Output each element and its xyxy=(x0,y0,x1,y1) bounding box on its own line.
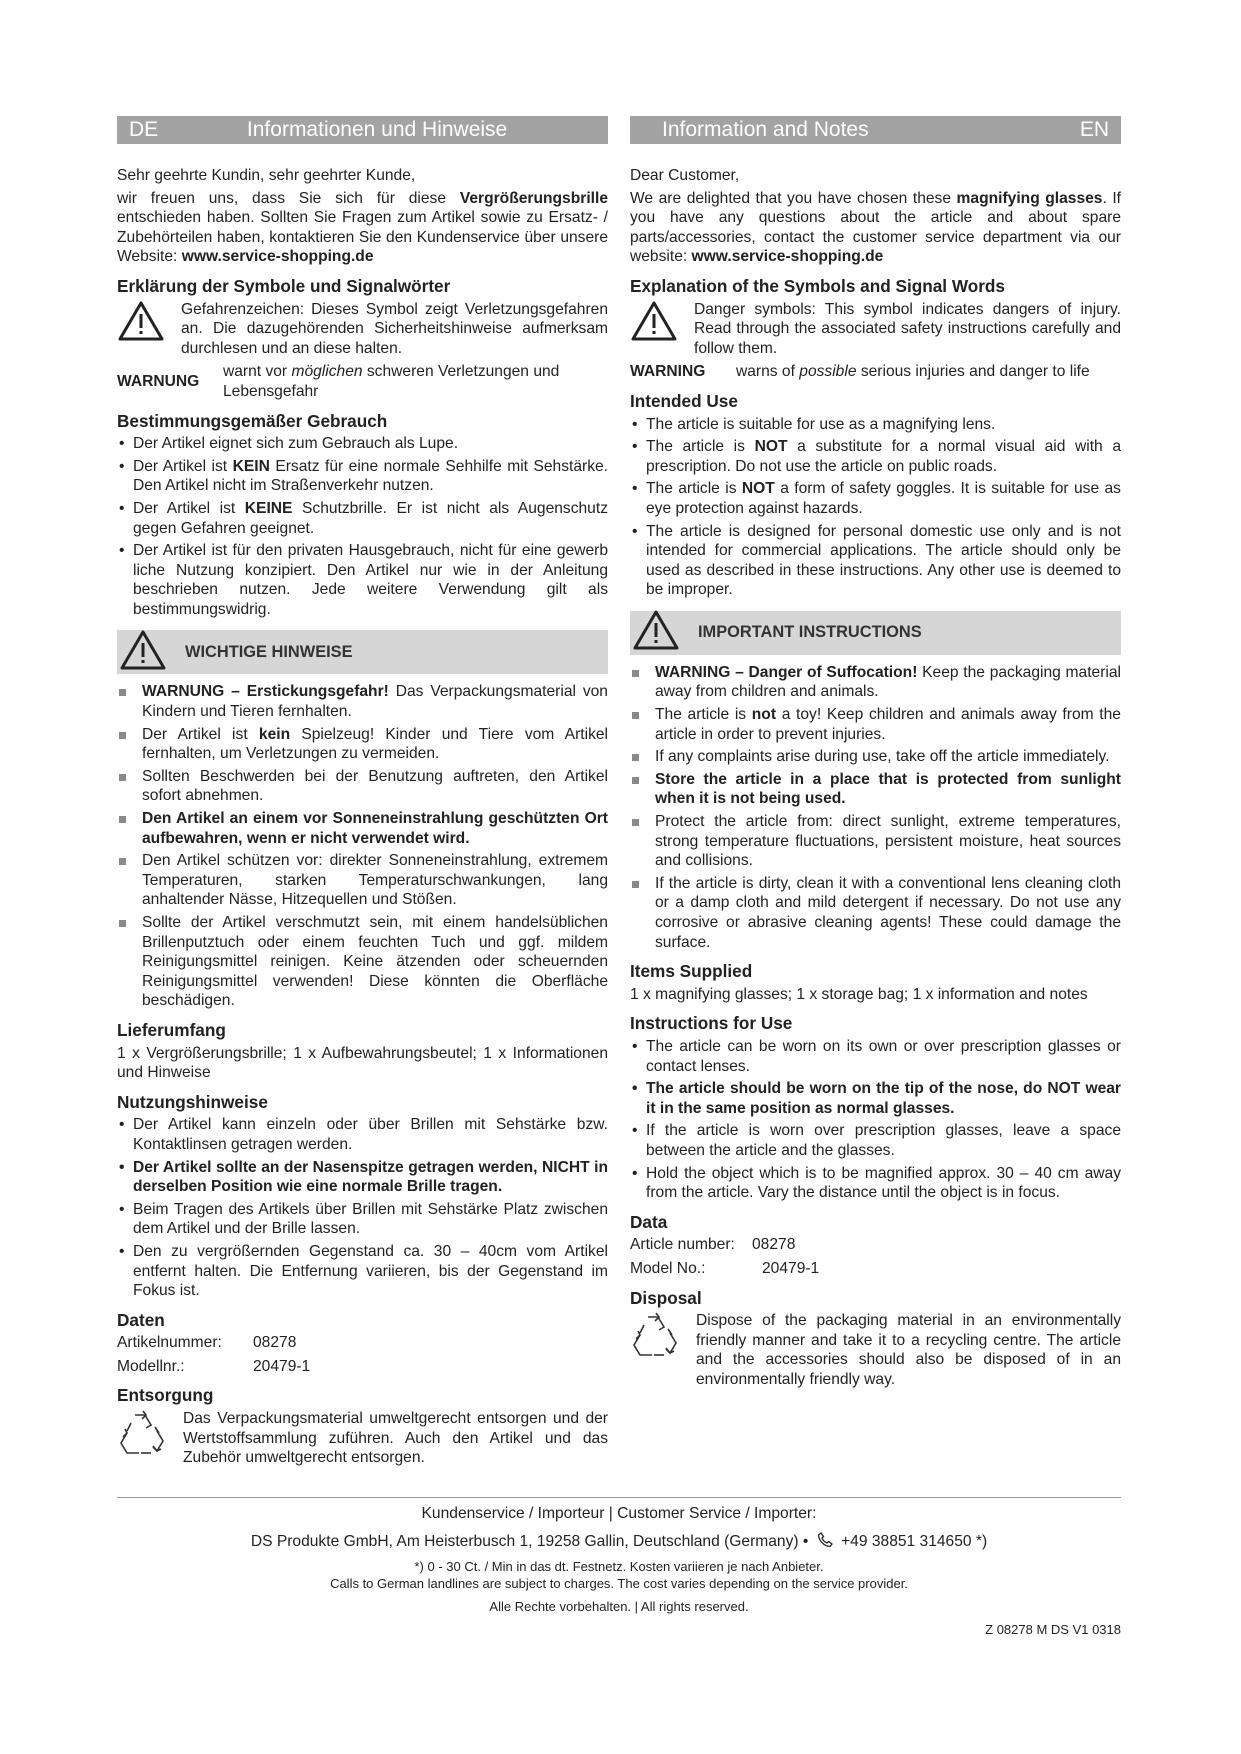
document-code: Z 08278 M DS V1 0318 xyxy=(985,1622,1121,1637)
warning-triangle-icon xyxy=(632,609,680,657)
service-line: Kundenservice / Importeur | Customer Service / Importer: xyxy=(421,1505,817,1522)
list-item: • The article is NOT a substitute for a normal visual aid with a prescription. Do not use the article on public roads. xyxy=(630,437,1121,476)
list-item: • Der Artikel ist für den privaten Hausgebrauch, nicht für eine gewerb liche Nutzung konzipiert. Den Artikel nur wie in der Anleitung beschrieben nutzen. Jede weitere Verwendung gilt als bestimmungswidrig. xyxy=(117,541,608,619)
supplied-text: 1 x magnifying glasses; 1 x storage bag; 1 x information and notes xyxy=(630,985,1088,1003)
article-number-label: Article number: xyxy=(630,1236,735,1254)
list-item: • The article is suitable for use as a magnifying lens. xyxy=(630,415,1121,435)
address: DS Produkte GmbH, Am Heisterbusch 1, 19258 Gallin, Deutschland (Germany) • xyxy=(250,1533,809,1550)
header-bar-de xyxy=(117,116,608,144)
greeting: Dear Customer, xyxy=(630,167,740,184)
important-title: WICHTIGE HINWEISE xyxy=(185,642,353,661)
lang-code-de: DE xyxy=(129,118,159,141)
list-item: • The article should be worn on the tip of the nose, do NOT wear it in the same position as normal glasses. xyxy=(630,1079,1121,1118)
list-item: Den Artikel schützen vor: direkter Sonneneinstrahlung, extremem Temperaturen, starken Temperaturschwankungen, lang anhaltender Nässe, Hitzequellen und Stößen. xyxy=(117,851,608,910)
disposal-row xyxy=(630,1311,1121,1389)
list-item: • Der Artikel eignet sich zum Gebrauch als Lupe. xyxy=(117,434,608,454)
model-number-row xyxy=(630,1259,1121,1279)
intro-paragraph: wir freuen uns, dass Sie sich für diese Vergrößerungsbrille entschieden haben. Sollten Sie Fragen zum Artikel sowie zu Ersatz- / Zubehörteilen haben, kontaktieren Sie den Kundenservice über unsere Website: www.service-shopping.de xyxy=(117,189,608,266)
list-item: WARNUNG – Erstickungsgefahr! Das Verpackungsmaterial von Kindern und Tieren fernhalten. xyxy=(117,682,608,721)
list-item: Protect the article from: direct sunlight, extreme temperatures, strong temperature fluctuations, persistent moisture, heat sources and collisions. xyxy=(630,812,1121,871)
usage-heading: Instructions for Use xyxy=(630,1013,793,1034)
list-item: • Der Artikel kann einzeln oder über Brillen mit Sehstärke bzw. Kontaktlinsen getragen werden. xyxy=(117,1115,608,1154)
usage-list xyxy=(630,1037,1121,1203)
data-heading: Daten xyxy=(117,1309,165,1330)
signal-description: warns of possible serious injuries and danger to life xyxy=(736,363,1090,381)
intro-paragraph: We are delighted that you have chosen these magnifying glasses. If you have any questions about the article and about spare parts/accessories, contact the customer service department via our website: www.service-shopping.de xyxy=(630,189,1121,266)
important-list xyxy=(117,682,608,1011)
model-number-row xyxy=(117,1357,608,1377)
danger-text: Gefahrenzeichen: Dieses Symbol zeigt Verletzungsgefahren an. Die dazugehörenden Sicherheitshinweise aufmerksam durchlesen und an diese halten. xyxy=(181,300,608,357)
model-number-label: Modellnr.: xyxy=(117,1357,185,1375)
column-de xyxy=(117,116,608,1468)
signal-word-row xyxy=(117,362,608,401)
footer xyxy=(117,1497,1121,1637)
symbols-heading: Erklärung der Symbole und Signalwörter xyxy=(117,275,451,296)
signal-word-row xyxy=(630,362,1121,382)
danger-symbol-row xyxy=(117,300,608,359)
recycling-icon xyxy=(630,1311,684,1389)
article-number-row xyxy=(117,1333,608,1353)
signal-word: WARNUNG xyxy=(117,373,200,391)
list-item: Sollten Beschwerden bei der Benutzung auftreten, den Artikel sofort abnehmen. xyxy=(117,767,608,806)
list-item: The article is not a toy! Keep children and animals away from the article in order to prevent injuries. xyxy=(630,705,1121,744)
cost-note-de: *) 0 - 30 Ct. / Min in das dt. Festnetz. Kosten variieren je nach Anbieter. xyxy=(414,1559,824,1574)
address-line xyxy=(117,1532,1121,1553)
list-item: Store the article in a place that is protected from sunlight when it is not being used. xyxy=(630,770,1121,809)
recycling-icon xyxy=(117,1409,171,1468)
important-title: IMPORTANT INSTRUCTIONS xyxy=(698,623,922,642)
symbols-heading: Explanation of the Symbols and Signal Words xyxy=(630,275,1005,296)
list-item: If the article is dirty, clean it with a conventional lens cleaning cloth or a damp cloth and mild detergent if necessary. Do not use any corrosive or abrasive cleaning agents! These could damage the surface. xyxy=(630,874,1121,952)
list-item: If any complaints arise during use, take off the article immediately. xyxy=(630,747,1121,767)
usage-heading: Nutzungshinweise xyxy=(117,1091,268,1112)
list-item: Der Artikel ist kein Spielzeug! Kinder und Tiere vom Artikel fernhalten, um Verletzungen zu vermeiden. xyxy=(117,725,608,764)
supplied-text: 1 x Vergrößerungsbrille; 1 x Aufbewahrungsbeutel; 1 x Informationen und Hinweise xyxy=(117,1044,608,1082)
model-number-label: Model No.: xyxy=(630,1259,706,1277)
list-item: • Den zu vergrößernden Gegenstand ca. 30 – 40cm vom Artikel entfernt halten. Die Entfernung variieren, bis der Gegenstand im Fokus ist. xyxy=(117,1242,608,1301)
disposal-text: Dispose of the packaging material in an environmentally friendly manner and take it to a recycling centre. The article and the accessories should also be disposed of in an environmentally friendly way. xyxy=(696,1312,1121,1388)
intended-use-list xyxy=(117,434,608,619)
lang-code-en: EN xyxy=(1079,118,1109,141)
disposal-text: Das Verpackungsmaterial umweltgerecht entsorgen und der Wertstoffsammlung zuführen. Auch den Artikel und das Zubehör umweltgerecht entsorgen. xyxy=(183,1410,608,1467)
list-item: • Der Artikel ist KEINE Schutzbrille. Er ist nicht als Augenschutz gegen Gefahren geeignet. xyxy=(117,499,608,538)
list-item: • The article is designed for personal domestic use only and is not intended for commercial applications. The article should only be used as described in these instructions. Any other use is deemed to be improper. xyxy=(630,522,1121,600)
usage-list xyxy=(117,1115,608,1300)
intended-use-heading: Intended Use xyxy=(630,390,738,411)
danger-text: Danger symbols: This symbol indicates dangers of injury. Read through the associated safety instructions carefully and follow them. xyxy=(694,300,1121,357)
list-item: • Hold the object which is to be magnified approx. 30 – 40 cm away from the article. Vary the distance until the object is in focus. xyxy=(630,1164,1121,1203)
article-number-value: 08278 xyxy=(752,1236,796,1254)
header-bar-en xyxy=(630,116,1121,144)
warning-triangle-icon xyxy=(630,300,684,348)
disposal-heading: Disposal xyxy=(630,1287,702,1308)
warning-triangle-icon xyxy=(117,300,171,348)
model-number-value: 20479-1 xyxy=(253,1357,311,1375)
list-item: • If the article is worn over prescription glasses, leave a space between the article and the glasses. xyxy=(630,1121,1121,1160)
important-list xyxy=(630,663,1121,952)
intended-use-heading: Bestimmungsgemäßer Gebrauch xyxy=(117,410,388,431)
signal-word: WARNING xyxy=(630,363,706,381)
list-item: • Der Artikel ist KEIN Ersatz für eine normale Sehhilfe mit Sehstärke. Den Artikel nicht im Straßenverkehr nutzen. xyxy=(117,457,608,496)
cost-note-en: Calls to German landlines are subject to charges. The cost varies depending on the service provider. xyxy=(330,1576,908,1591)
important-banner xyxy=(117,630,608,674)
list-item: • The article is NOT a form of safety goggles. It is suitable for use as eye protection against hazards. xyxy=(630,479,1121,518)
list-item: WARNING – Danger of Suffocation! Keep the packaging material away from children and animals. xyxy=(630,663,1121,702)
intended-use-list xyxy=(630,415,1121,600)
list-item: • The article can be worn on its own or over prescription glasses or contact lenses. xyxy=(630,1037,1121,1076)
header-title-en: Information and Notes xyxy=(662,118,869,141)
list-item: Sollte der Artikel verschmutzt sein, mit einem handelsüblichen Brillenputztuch oder einem feuchten Tuch und ggf. mildem Reinigungsmittel reinigen. Keine ätzenden oder scheuernden Reinigungsmittel verwenden! Diese könnten die Oberfläche beschädigen. xyxy=(117,913,608,1011)
article-number-value: 08278 xyxy=(253,1334,297,1352)
list-item: Den Artikel an einem vor Sonneneinstrahlung geschützten Ort aufbewahren, wenn er nicht verwendet wird. xyxy=(117,809,608,848)
phone-icon xyxy=(817,1532,833,1553)
warning-triangle-icon xyxy=(119,629,167,677)
rights: Alle Rechte vorbehalten. | All rights reserved. xyxy=(489,1599,749,1614)
article-number-label: Artikelnummer: xyxy=(117,1334,222,1352)
data-heading: Data xyxy=(630,1211,668,1232)
supplied-heading: Items Supplied xyxy=(630,961,753,982)
greeting: Sehr geehrte Kundin, sehr geehrter Kunde, xyxy=(117,167,416,184)
disposal-heading: Entsorgung xyxy=(117,1385,214,1406)
column-en xyxy=(630,116,1121,1389)
important-banner xyxy=(630,611,1121,655)
header-title-de: Informationen und Hinweise xyxy=(246,118,508,141)
website-link: www.service-shopping.de xyxy=(691,248,884,266)
signal-description: warnt vor möglichen schweren Verletzungen und Lebensgefahr xyxy=(223,363,560,400)
danger-symbol-row xyxy=(630,300,1121,359)
article-number-row xyxy=(630,1235,1121,1255)
list-item: • Beim Tragen des Artikels über Brillen mit Sehstärke Platz zwischen dem Artikel und der Brille lassen. xyxy=(117,1200,608,1239)
list-item: • Der Artikel sollte an der Nasenspitze getragen werden, NICHT in derselben Position wie eine normale Brille tragen. xyxy=(117,1158,608,1197)
supplied-heading: Lieferumfang xyxy=(117,1019,226,1040)
disposal-row xyxy=(117,1409,608,1468)
model-number-value: 20479-1 xyxy=(762,1259,820,1277)
website-link: www.service-shopping.de xyxy=(181,248,374,266)
phone-number: +49 38851 314650 *) xyxy=(841,1533,988,1550)
